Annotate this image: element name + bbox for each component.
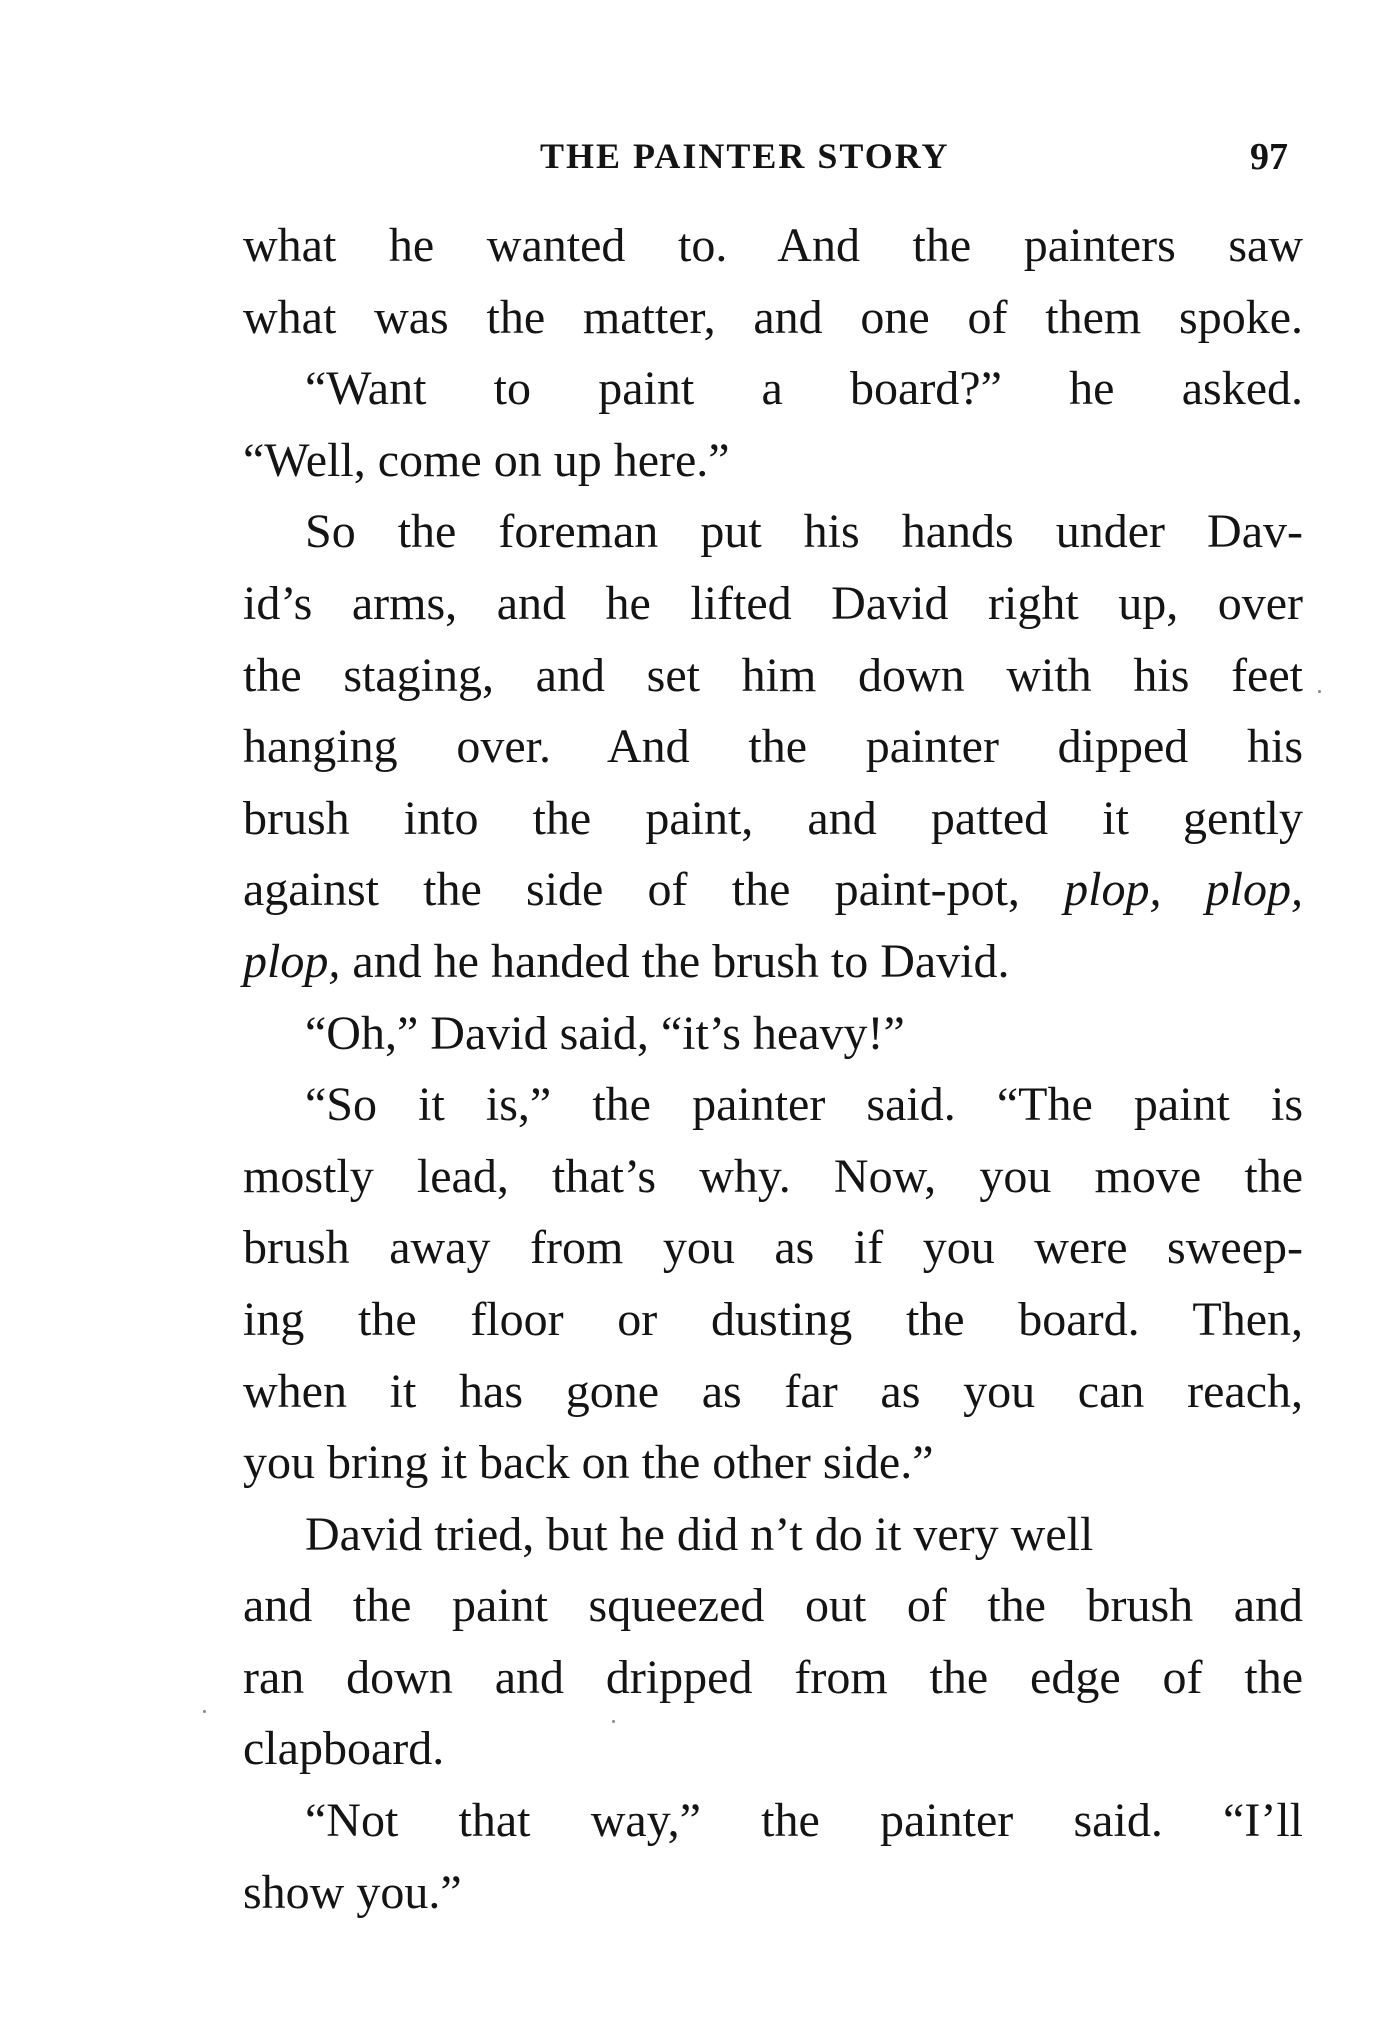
text-segment: “Well, come on up here.” [243,433,730,487]
text-line [243,1212,1303,1284]
text-segment: show you.” [243,1865,462,1919]
text-line [243,210,1303,282]
text-segment: hanging over. And the painter dipped his [243,720,1303,774]
text-line [243,1642,1303,1714]
text-segment: and the paint squeezed out of the brush and [243,1579,1303,1633]
text-segment: what he wanted to. And the painters saw [243,219,1303,272]
text-segment: the staging, and set him down with his feet [243,648,1303,702]
text-line [243,496,1303,568]
text-line [243,1857,1303,1929]
body-text [243,210,1303,1928]
text-segment: “So it is,” the painter said. “The paint is [305,1078,1303,1132]
text-segment: id’s arms, and he lifted David right up, over [243,576,1303,630]
text-segment: when it has gone as far as you can reach, [243,1364,1303,1418]
text-segment: you bring it back on the other side.” [243,1436,934,1490]
text-line [243,1499,1303,1571]
text-line [243,640,1303,712]
text-line [243,854,1303,926]
text-segment: So the foreman put his hands under Dav- [305,505,1303,559]
text-line [243,1284,1303,1356]
text-line [243,1570,1303,1642]
text-line [243,711,1303,783]
running-head [0,135,1373,185]
text-segment: “Want to paint a board?” he asked. [305,362,1303,416]
text-line [243,1785,1303,1857]
text-line [243,1069,1303,1141]
text-line [243,1356,1303,1428]
text-line [243,783,1303,855]
page-number: 97 [1250,136,1288,178]
italic-segment: plop, [243,934,341,988]
text-segment: ran down and dripped from the edge of the [243,1650,1303,1704]
text-segment: what was the matter, and one of them spoke. [243,290,1303,344]
text-segment: ing the floor or dusting the board. Then, [243,1292,1303,1346]
text-line [243,425,1303,497]
paper-speck [203,1710,206,1713]
text-line [243,353,1303,425]
text-line [243,926,1303,998]
text-segment: clapboard. [243,1722,445,1776]
text-segment: “Oh,” David said, “it’s heavy!” [305,1006,905,1060]
text-segment: against the side of the paint-pot, [243,863,1065,917]
text-line [243,1713,1303,1785]
paper-speck [612,1720,615,1723]
text-line [243,282,1303,354]
text-segment: and he handed the brush to David. [340,934,1010,988]
text-segment: David tried, but he did n’t do it very well [305,1507,1094,1561]
text-line [243,1427,1303,1499]
text-line [243,1141,1303,1213]
text-segment: “Not that way,” the painter said. “I’ll [305,1794,1303,1848]
text-line [243,998,1303,1070]
text-segment: brush away from you as if you were sweep- [243,1221,1303,1275]
text-line [243,568,1303,640]
text-segment: mostly lead, that’s why. Now, you move the [243,1149,1303,1203]
paper-speck [1318,690,1321,693]
text-segment: brush into the paint, and patted it gently [243,791,1303,845]
running-title: THE PAINTER STORY [540,136,950,176]
italic-segment: plop, plop, [1064,863,1304,917]
